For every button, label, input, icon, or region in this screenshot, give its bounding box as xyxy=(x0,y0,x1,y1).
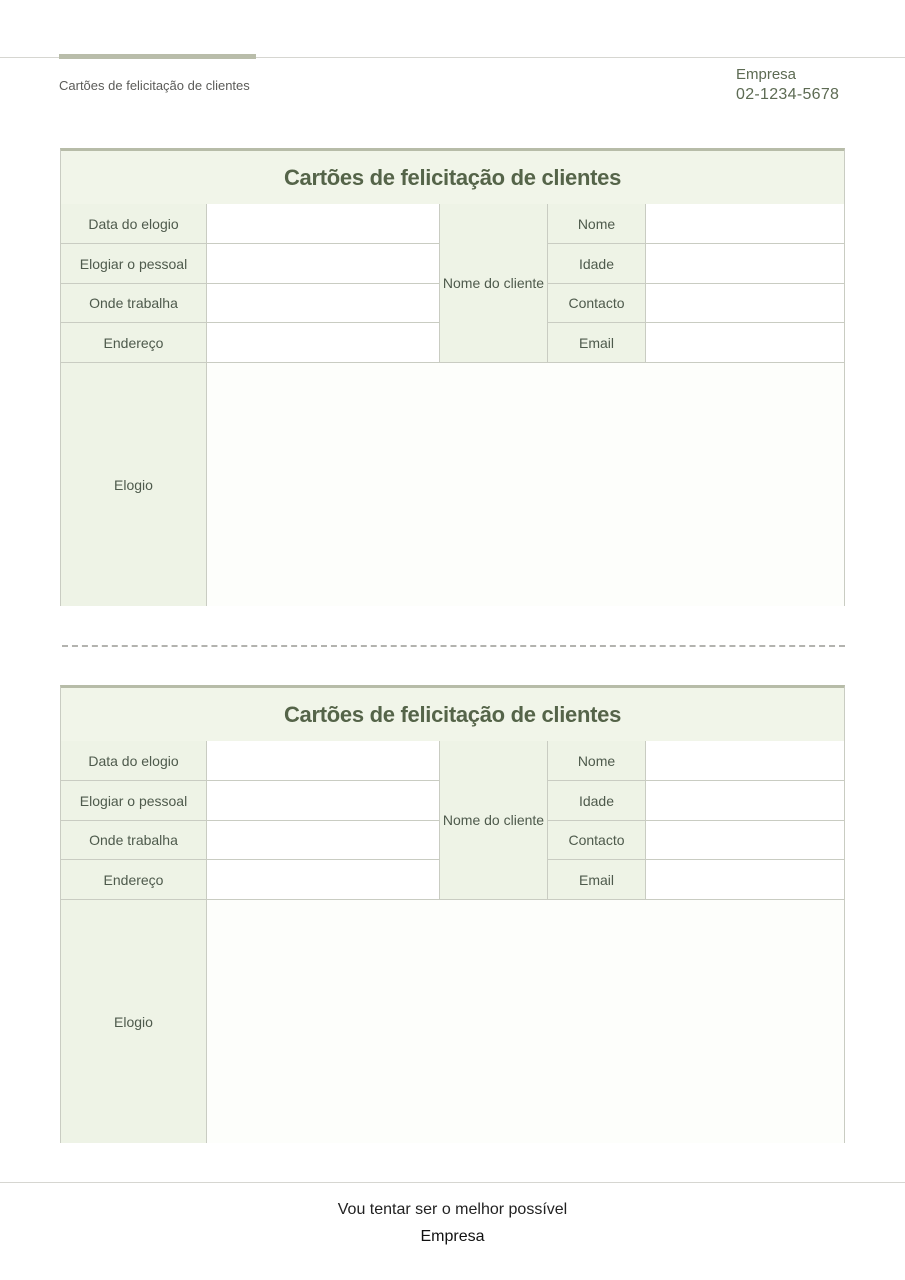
label-age: Idade xyxy=(548,244,646,284)
label-workplace: Onde trabalha xyxy=(61,821,207,860)
field-address[interactable] xyxy=(207,323,440,363)
label-name: Nome xyxy=(548,741,646,781)
field-praise[interactable] xyxy=(207,900,844,1143)
field-age[interactable] xyxy=(646,244,844,284)
label-address: Endereço xyxy=(61,323,207,363)
label-contact: Contacto xyxy=(548,284,646,323)
label-workplace: Onde trabalha xyxy=(61,284,207,323)
footer-motto: Vou tentar ser o melhor possível xyxy=(337,1201,568,1218)
header-accent-bar xyxy=(59,54,256,59)
field-staff[interactable] xyxy=(207,781,440,821)
label-contact: Contacto xyxy=(548,821,646,860)
label-praise: Elogio xyxy=(61,900,207,1143)
header-phone: 02-1234-5678 xyxy=(736,86,840,103)
field-workplace[interactable] xyxy=(207,821,440,860)
field-email[interactable] xyxy=(646,860,844,900)
label-age: Idade xyxy=(548,781,646,821)
label-staff: Elogiar o pessoal xyxy=(61,781,207,821)
field-praise[interactable] xyxy=(207,363,844,606)
label-address: Endereço xyxy=(61,860,207,900)
label-client-name: Nome do cliente xyxy=(440,204,548,363)
card-title: Cartões de felicitação de clientes xyxy=(61,151,844,205)
field-staff[interactable] xyxy=(207,244,440,284)
label-email: Email xyxy=(548,860,646,900)
label-date: Data do elogio xyxy=(61,741,207,781)
field-email[interactable] xyxy=(646,323,844,363)
field-address[interactable] xyxy=(207,860,440,900)
footer-rule xyxy=(0,1182,905,1183)
field-date[interactable] xyxy=(207,741,440,781)
label-praise: Elogio xyxy=(61,363,207,606)
label-staff: Elogiar o pessoal xyxy=(61,244,207,284)
label-email: Email xyxy=(548,323,646,363)
footer-company: Empresa xyxy=(420,1228,485,1245)
header-company-block xyxy=(736,66,839,106)
field-date[interactable] xyxy=(207,204,440,244)
card-title: Cartões de felicitação de clientes xyxy=(61,688,844,742)
field-name[interactable] xyxy=(646,741,844,781)
label-client-name: Nome do cliente xyxy=(440,741,548,900)
label-name: Nome xyxy=(548,204,646,244)
field-contact[interactable] xyxy=(646,821,844,860)
header-company-name: Empresa xyxy=(736,66,797,83)
header-doc-title: Cartões de felicitação de clientes xyxy=(59,78,250,93)
compliment-card-2 xyxy=(60,685,845,1143)
field-name[interactable] xyxy=(646,204,844,244)
label-date: Data do elogio xyxy=(61,204,207,244)
field-age[interactable] xyxy=(646,781,844,821)
field-workplace[interactable] xyxy=(207,284,440,323)
compliment-card-1 xyxy=(60,148,845,606)
cut-line xyxy=(62,645,845,647)
field-contact[interactable] xyxy=(646,284,844,323)
